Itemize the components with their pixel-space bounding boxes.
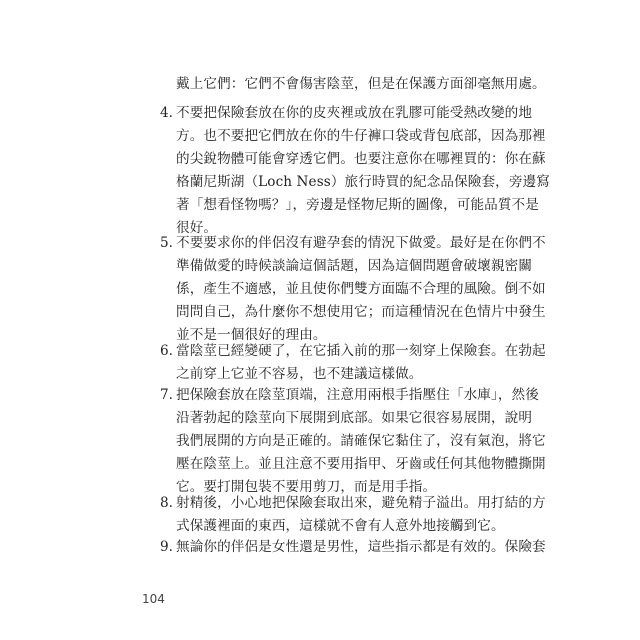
item-5-line: 係，產生不適感，並且使你們雙方面臨不合理的風險。倒不如 xyxy=(176,281,546,297)
item-8-line: 式保護裡面的東西，這樣就不會有人意外地接觸到它。 xyxy=(176,518,505,534)
item-5-line: 問問自己，為什麼你不想使用它；而這種情況在色情片中發生 xyxy=(176,304,546,320)
item-number: 8. xyxy=(160,495,173,511)
continuation-line: 戴上它們：它們不會傷害陰莖，但是在保護方面卻毫無用處。 xyxy=(176,76,546,92)
item-4-line: 著「想看怪物嗎？」，旁邊是怪物尼斯的圖像，可能品質不是 xyxy=(176,197,539,213)
item-9-line: 無論你的伴侶是女性還是男性，這些指示都是有效的。保險套 xyxy=(176,539,546,555)
item-4-line: 不要把保險套放在你的皮夾裡或放在乳膠可能受熱改變的地 xyxy=(176,105,533,121)
item-7-line: 沿著勃起的陰莖向下展開到底部。如果它很容易展開，說明 xyxy=(176,410,533,426)
item-7-line: 把保險套放在陰莖頂端，注意用兩根手指壓住「水庫」，然後 xyxy=(176,387,539,403)
item-number: 5. xyxy=(160,235,173,251)
page-number: 104 xyxy=(142,592,165,606)
item-7-line: 它。要打開包裝不要用剪刀，而是用手指。 xyxy=(176,479,437,495)
item-4-line: 格蘭尼斯湖（Loch Ness）旅行時買的紀念品保險套，旁邊寫 xyxy=(176,174,550,190)
item-4-line: 很好。 xyxy=(176,220,218,236)
item-7-line: 壓在陰莖上。並且注意不要用指甲、牙齒或任何其他物體撕開 xyxy=(176,456,546,472)
item-number: 6. xyxy=(160,343,173,359)
item-7-line: 我們展開的方向是正確的。請確保它黏住了，沒有氣泡，將它 xyxy=(176,433,546,449)
item-number: 7. xyxy=(160,387,173,403)
item-5-line: 準備做愛的時候談論這個話題，因為這個問題會破壞親密關 xyxy=(176,258,533,274)
item-5-line: 不要要求你的伴侶沒有避孕套的情況下做愛。最好是在你們不 xyxy=(176,235,546,251)
item-8-line: 射精後，小心地把保險套取出來，避免精子溢出。用打結的方 xyxy=(176,495,546,511)
item-6-line: 之前穿上它並不容易，也不建議這樣做。 xyxy=(176,366,423,382)
item-5-line: 並不是一個很好的理由。 xyxy=(176,327,327,343)
item-4-line: 方。也不要把它們放在你的牛仔褲口袋或背包底部，因為那裡 xyxy=(176,128,546,144)
item-number: 9. xyxy=(160,539,173,555)
item-6-line: 當陰莖已經變硬了，在它插入前的那一刻穿上保險套。在勃起 xyxy=(176,343,546,359)
item-4-line: 的尖銳物體可能會穿透它們。也要注意你在哪裡買的：你在蘇 xyxy=(176,151,546,167)
item-number: 4. xyxy=(160,105,173,121)
